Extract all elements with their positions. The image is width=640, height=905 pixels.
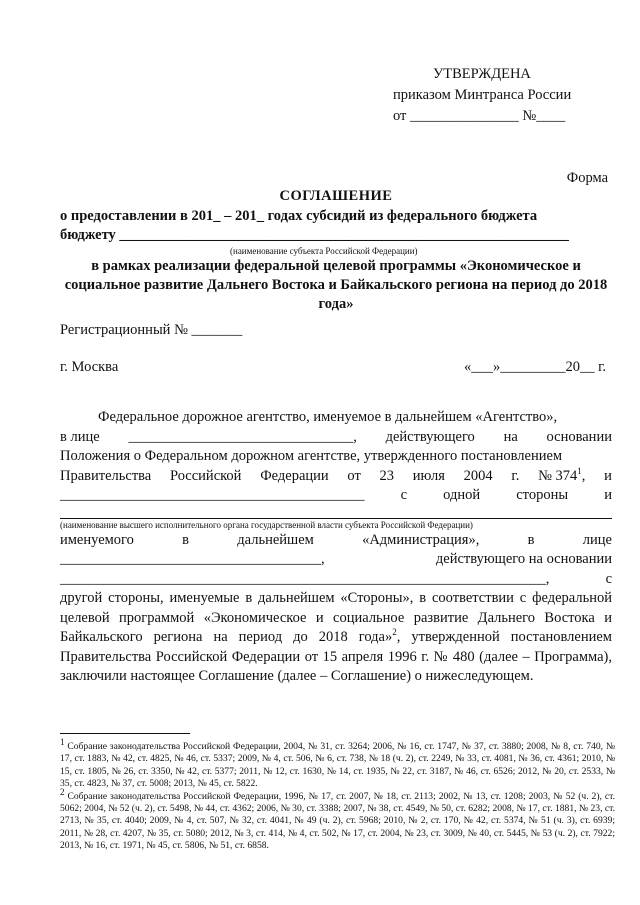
body-line xyxy=(60,467,612,487)
body-word: июля xyxy=(412,467,445,484)
body-word: «Администрация», xyxy=(362,531,480,548)
agreement-body xyxy=(60,408,612,687)
body-word: на xyxy=(503,428,518,445)
subtitle-line-2: бюджету ______________________________________________________________ xyxy=(60,227,569,243)
body-word: Правительства xyxy=(60,467,152,484)
body-word: действующего xyxy=(385,428,475,445)
body-word: с xyxy=(400,487,408,503)
subtitle-line-3: в рамках реализации федеральной целевой программы «Экономическое и социальное развитие Дальнего Востока и Байкальского региона на период до 2018 года» xyxy=(64,258,608,312)
body-word: в лице xyxy=(60,428,100,445)
body-word: , xyxy=(581,467,586,484)
body-line: Положения о Федеральном дорожном агентстве, утвержденного постановлением xyxy=(60,448,563,464)
body-word: стороны xyxy=(516,487,569,503)
body-line xyxy=(60,428,612,448)
footnote-1 xyxy=(60,736,615,791)
body-word: одной xyxy=(443,487,481,503)
subject-caption: (наименование субъекта Российской Федерации) xyxy=(230,246,418,256)
body-line xyxy=(60,570,612,590)
document-title: СОГЛАШЕНИЕ xyxy=(279,188,393,204)
body-word: г. xyxy=(511,467,520,484)
registration-number: Регистрационный № _______ xyxy=(60,322,243,338)
body-word: и xyxy=(604,487,612,503)
blank-field: _______________________________, xyxy=(128,428,357,445)
body-word: дальнейшем xyxy=(237,531,314,548)
form-label: Форма xyxy=(566,170,608,186)
body-word: в xyxy=(182,531,190,548)
subtitle-line-1: о предоставлении в 201_ – 201_ годах субсидий из федерального бюджета xyxy=(60,208,538,224)
body-line xyxy=(60,486,612,506)
approval-title: УТВЕРЖДЕНА xyxy=(433,66,531,82)
body-paragraph xyxy=(60,589,612,687)
blank-field: ____________________________________, xyxy=(60,551,325,567)
blank-field: __________________________________________ xyxy=(60,487,365,503)
body-word: Российской xyxy=(169,467,242,484)
body-word: 23 xyxy=(379,467,395,484)
footnote-separator xyxy=(60,733,190,734)
body-word: от xyxy=(347,467,361,484)
footnote-mark: 1 xyxy=(60,736,65,747)
approval-order: приказом Минтранса России xyxy=(393,87,572,103)
body-word: с xyxy=(605,570,612,587)
footnote-ref-1: 1 xyxy=(577,465,582,476)
footnotes xyxy=(60,736,615,853)
title-block xyxy=(60,187,612,314)
body-word: именуемого xyxy=(60,531,134,548)
footnote-text: Собрание законодательства Российской Федерации, 2004, № 31, ст. 3264; 2006, № 16, ст. 1747, № 37, ст. 3880; 2008, № 8, ст. 740, № 17, ст. 1883, № 42, ст. 4825, № 46, ст. 5337; 2009, № 4, ст. 506, № 6, ст. 738, № 18 (ч. 2), ст. 2249, № 33, ст. 4081, № 36, ст. 4361; 2010, № 15, ст. 1805, № 26, ст. 3350, № 42, ст. 5377; 2011, № 12, ст. 1630, № 14, ст. 1935, № 22, ст. 3187, № 46, ст. 6526; 2012, № 20, ст. 2533, № 35, ст. 4823, № 37, ст. 5008; 2013, № 45, ст. 5822. xyxy=(60,741,615,790)
body-line: Федеральное дорожное агентство, именуемое в дальнейшем «Агентство», xyxy=(98,409,558,425)
body-word: № 374 xyxy=(538,467,578,484)
body-text-run: , утвержденной постановлением Правительства Российской Федерации от 15 апреля 1996 г. № 480 (далее – Программа), заключили настоящее Соглашение (далее – Соглашение) о нижеследующем. xyxy=(60,629,612,684)
blank-field: ___________________________________________________________________, xyxy=(60,570,550,587)
body-word: в xyxy=(527,531,535,548)
footnote-mark: 2 xyxy=(60,786,65,797)
footnote-2 xyxy=(60,786,615,853)
footnote-text: Собрание законодательства Российской Федерации, 1996, № 17, ст. 2007, № 18, ст. 2113; 2002, № 13, ст. 1208; 2003, № 52 (ч. 2), ст. 5062; 2004, № 52 (ч. 2), ст. 5498, № 44, ст. 4362; 2006, № 30, ст. 3388; 2007, № 38, ст. 4549, № 50, ст. 6282; 2008, № 17, ст. 1881, № 23, ст. 2713, № 35, ст. 4040; 2009, № 4, ст. 507, № 32, ст. 4041, № 49 (ч. 2), ст. 5968; 2010, № 2, ст. 170, № 42, ст. 5374, № 51 (ч. 3), ст. 6939; 2011, № 28, ст. 4207, № 35, ст. 5080; 2012, № 3, ст. 414, № 4, ст. 502, № 17, ст. 2004, № 23, ст. 3009, № 40, ст. 5445, № 53 (ч. 2), ст. 7922; 2013, № 16, ст. 1971, № 45, ст. 5806, № 51, ст. 6858. xyxy=(60,790,615,852)
body-line xyxy=(60,550,612,570)
approval-stamp xyxy=(393,64,593,127)
body-word: и xyxy=(604,467,612,484)
body-line xyxy=(60,531,612,551)
body-word: Федерации xyxy=(260,467,329,484)
authority-caption: (наименование высшего исполнительного органа государственной власти субъекта Российской Федерации) xyxy=(60,519,473,530)
body-word: действующего на основании xyxy=(435,551,612,567)
body-text-run: другой стороны, именуемые в дальнейшем «Стороны», в соответствии с федеральной целевой программой «Экономическое и социальное развитие Дальнего Востока и Байкальского региона на период до 2018 года» xyxy=(60,590,612,645)
approval-date-number: от _______________ №____ xyxy=(393,108,566,124)
body-word: основании xyxy=(546,428,612,445)
footnote-ref-2: 2 xyxy=(392,627,397,638)
body-word: 2004 xyxy=(463,467,493,484)
decree-number xyxy=(538,467,585,487)
body-word: лице xyxy=(582,531,612,548)
city: г. Москва xyxy=(60,359,119,375)
agreement-date: «___»_________20__ г. xyxy=(463,359,606,375)
